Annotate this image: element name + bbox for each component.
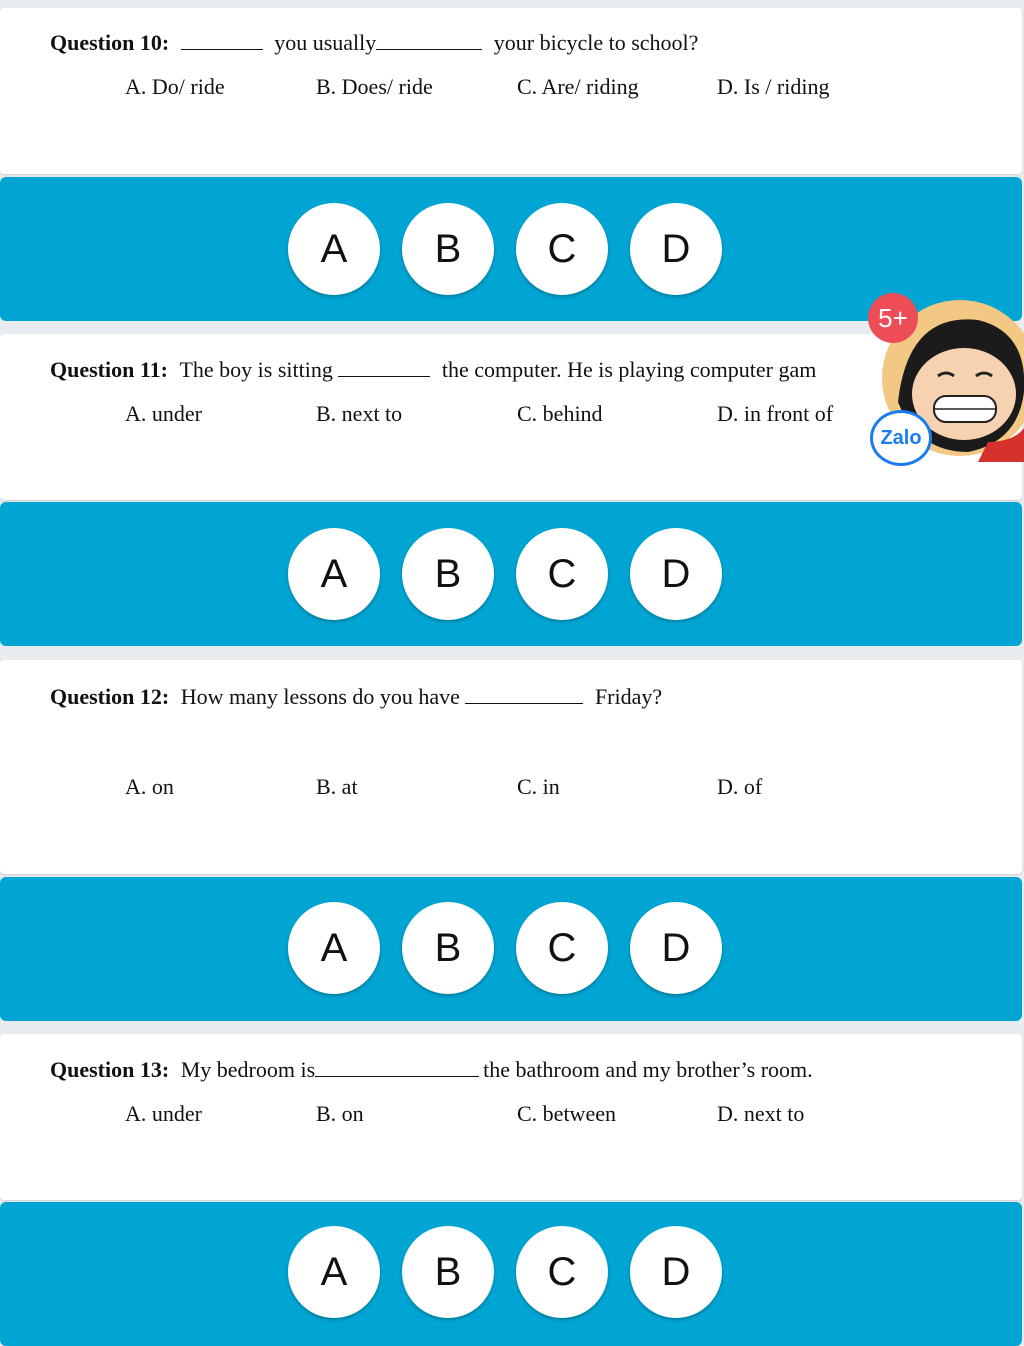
answer-button-c[interactable]: C — [516, 1226, 608, 1318]
option-d: D. in front of — [717, 401, 834, 426]
zalo-icon[interactable]: Zalo — [870, 410, 932, 466]
option-b: B. on — [316, 1101, 364, 1126]
answer-button-d[interactable]: D — [630, 1226, 722, 1318]
option-a: A. under — [125, 1101, 202, 1126]
answer-button-d[interactable]: D — [630, 528, 722, 620]
answer-button-d[interactable]: D — [630, 902, 722, 994]
answer-button-d[interactable]: D — [630, 203, 722, 295]
option-b: B. at — [316, 774, 358, 799]
option-c: C. behind — [517, 401, 603, 426]
question-11-text — [50, 357, 816, 383]
answer-blank — [376, 33, 482, 50]
question-11-part: the computer. He is playing computer gam — [441, 357, 817, 382]
answer-button-a[interactable]: A — [288, 1226, 380, 1318]
question-10-part: you usually — [274, 30, 377, 55]
question-12-text — [50, 684, 662, 710]
answer-blank — [465, 687, 583, 704]
answer-bar-12 — [0, 877, 1022, 1021]
option-c: C. in — [517, 774, 560, 799]
answer-button-c[interactable]: C — [516, 203, 608, 295]
option-d: D. of — [717, 774, 763, 799]
notification-badge: 5+ — [868, 293, 918, 343]
option-a: A. under — [125, 401, 202, 426]
option-b: B. next to — [316, 401, 403, 426]
option-a: A. Do/ ride — [125, 74, 225, 99]
answer-button-b[interactable]: B — [402, 203, 494, 295]
option-c: C. Are/ riding — [517, 74, 639, 99]
answer-button-a[interactable]: A — [288, 203, 380, 295]
question-13-part: My bedroom is — [180, 1057, 316, 1082]
answer-button-c[interactable]: C — [516, 902, 608, 994]
question-10-part: your bicycle to school? — [493, 30, 699, 55]
question-11-part: The boy is sitting — [179, 357, 333, 382]
answer-button-b[interactable]: B — [402, 902, 494, 994]
answer-button-a[interactable]: A — [288, 902, 380, 994]
question-12-label: Question 12: — [50, 684, 170, 709]
answer-blank — [338, 360, 430, 377]
answer-button-c[interactable]: C — [516, 528, 608, 620]
answer-bar-11 — [0, 502, 1022, 646]
answer-button-b[interactable]: B — [402, 528, 494, 620]
option-c: C. between — [517, 1101, 616, 1126]
question-12-part: How many lessons do you have — [180, 684, 460, 709]
option-d: D. Is / riding — [717, 74, 830, 99]
option-a: A. on — [125, 774, 174, 799]
answer-bar-13 — [0, 1202, 1022, 1346]
question-13-text — [50, 1057, 813, 1083]
question-10-text — [50, 30, 698, 56]
question-13-part: the bathroom and my brother’s room. — [483, 1057, 813, 1082]
option-b: B. Does/ ride — [316, 74, 433, 99]
option-d: D. next to — [717, 1101, 805, 1126]
question-11-label: Question 11: — [50, 357, 168, 382]
question-13-label: Question 13: — [50, 1057, 170, 1082]
question-10-label: Question 10: — [50, 30, 170, 55]
answer-blank — [181, 33, 263, 50]
answer-button-b[interactable]: B — [402, 1226, 494, 1318]
answer-button-a[interactable]: A — [288, 528, 380, 620]
answer-blank — [315, 1060, 479, 1077]
question-12-part: Friday? — [594, 684, 663, 709]
